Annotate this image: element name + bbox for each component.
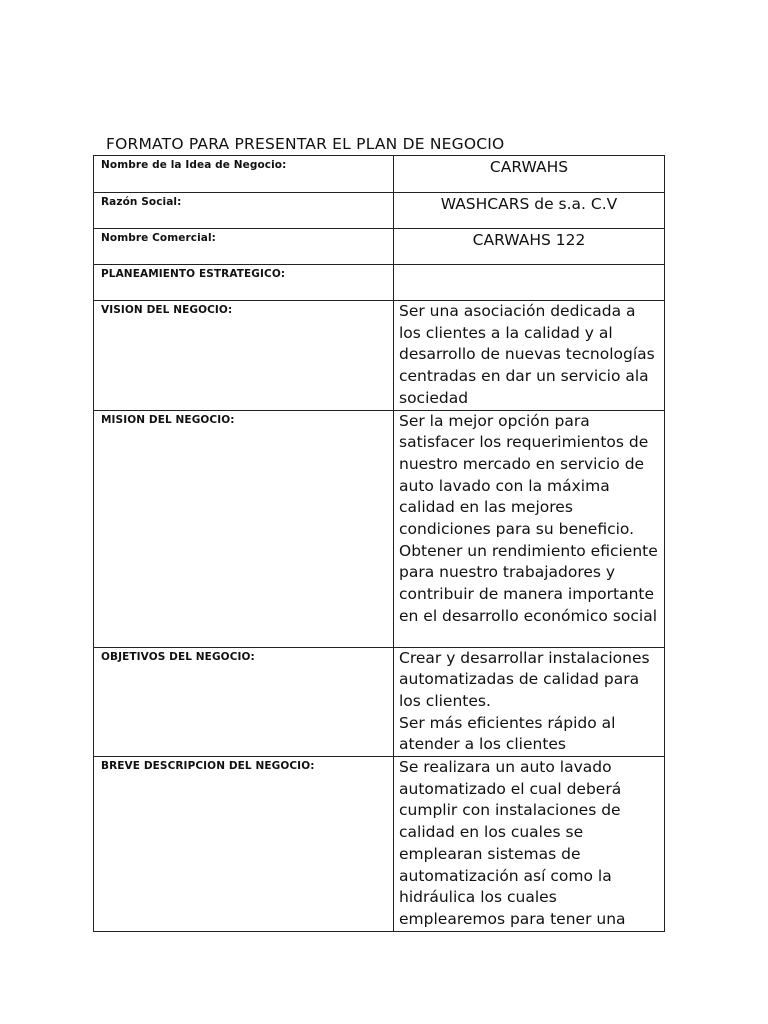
value-business-objectives xyxy=(394,647,665,757)
label-strategic-planning: PLANEAMIENTO ESTRATEGICO: xyxy=(94,265,394,301)
business-plan-table xyxy=(93,155,665,932)
table-row-business-description xyxy=(94,757,665,932)
value-legal-name: WASHCARS de s.a. C.V xyxy=(394,193,665,229)
table-row-business-objectives xyxy=(94,647,665,757)
document-title: FORMATO PARA PRESENTAR EL PLAN DE NEGOCIO xyxy=(106,135,505,153)
value-business-mission xyxy=(394,410,665,647)
value-strategic-planning xyxy=(394,265,665,301)
table-row-business-mission xyxy=(94,410,665,647)
label-commercial-name: Nombre Comercial: xyxy=(94,229,394,265)
mission-text: Ser la mejor opción para satisfacer los requerimientos de nuestro mercado en servicio de auto lavado con la máxima calidad en las mejores condiciones para su beneficio. Obtener un rendimiento eficiente para nuestro trabajadores y contribuir de manera importante en el desarrollo económico social xyxy=(399,411,658,625)
description-text: Se realizara un auto lavado automatizado el cual deberá cumplir con instalaciones de calidad en los cuales se emplearan sistemas de automatización así como la hidráulica los cuales emplearemos para tener una xyxy=(399,758,626,928)
label-business-mission: MISION DEL NEGOCIO: xyxy=(94,410,394,647)
vision-text: Ser una asociación dedicada a los clientes a la calidad y al desarrollo de nuevas tecnologías centradas en dar un servicio ala sociedad xyxy=(399,302,655,407)
value-commercial-name: CARWAHS 122 xyxy=(394,229,665,265)
objectives-text: Crear y desarrollar instalaciones automatizadas de calidad para los clientes. Ser más eficientes rápido al atender a los clientes xyxy=(399,648,650,754)
label-business-description: BREVE DESCRIPCION DEL NEGOCIO: xyxy=(94,757,394,932)
label-business-idea-name: Nombre de la Idea de Negocio: xyxy=(94,156,394,193)
table-row-business-idea-name xyxy=(94,156,665,193)
value-business-idea-name: CARWAHS xyxy=(394,156,665,193)
label-business-vision: VISION DEL NEGOCIO: xyxy=(94,301,394,411)
table-row-business-vision xyxy=(94,301,665,411)
value-business-vision xyxy=(394,301,665,411)
table-row-commercial-name xyxy=(94,229,665,265)
table-row-strategic-planning xyxy=(94,265,665,301)
value-business-description xyxy=(394,757,665,932)
table-row-legal-name xyxy=(94,193,665,229)
label-business-objectives: OBJETIVOS DEL NEGOCIO: xyxy=(94,647,394,757)
label-legal-name: Razón Social: xyxy=(94,193,394,229)
